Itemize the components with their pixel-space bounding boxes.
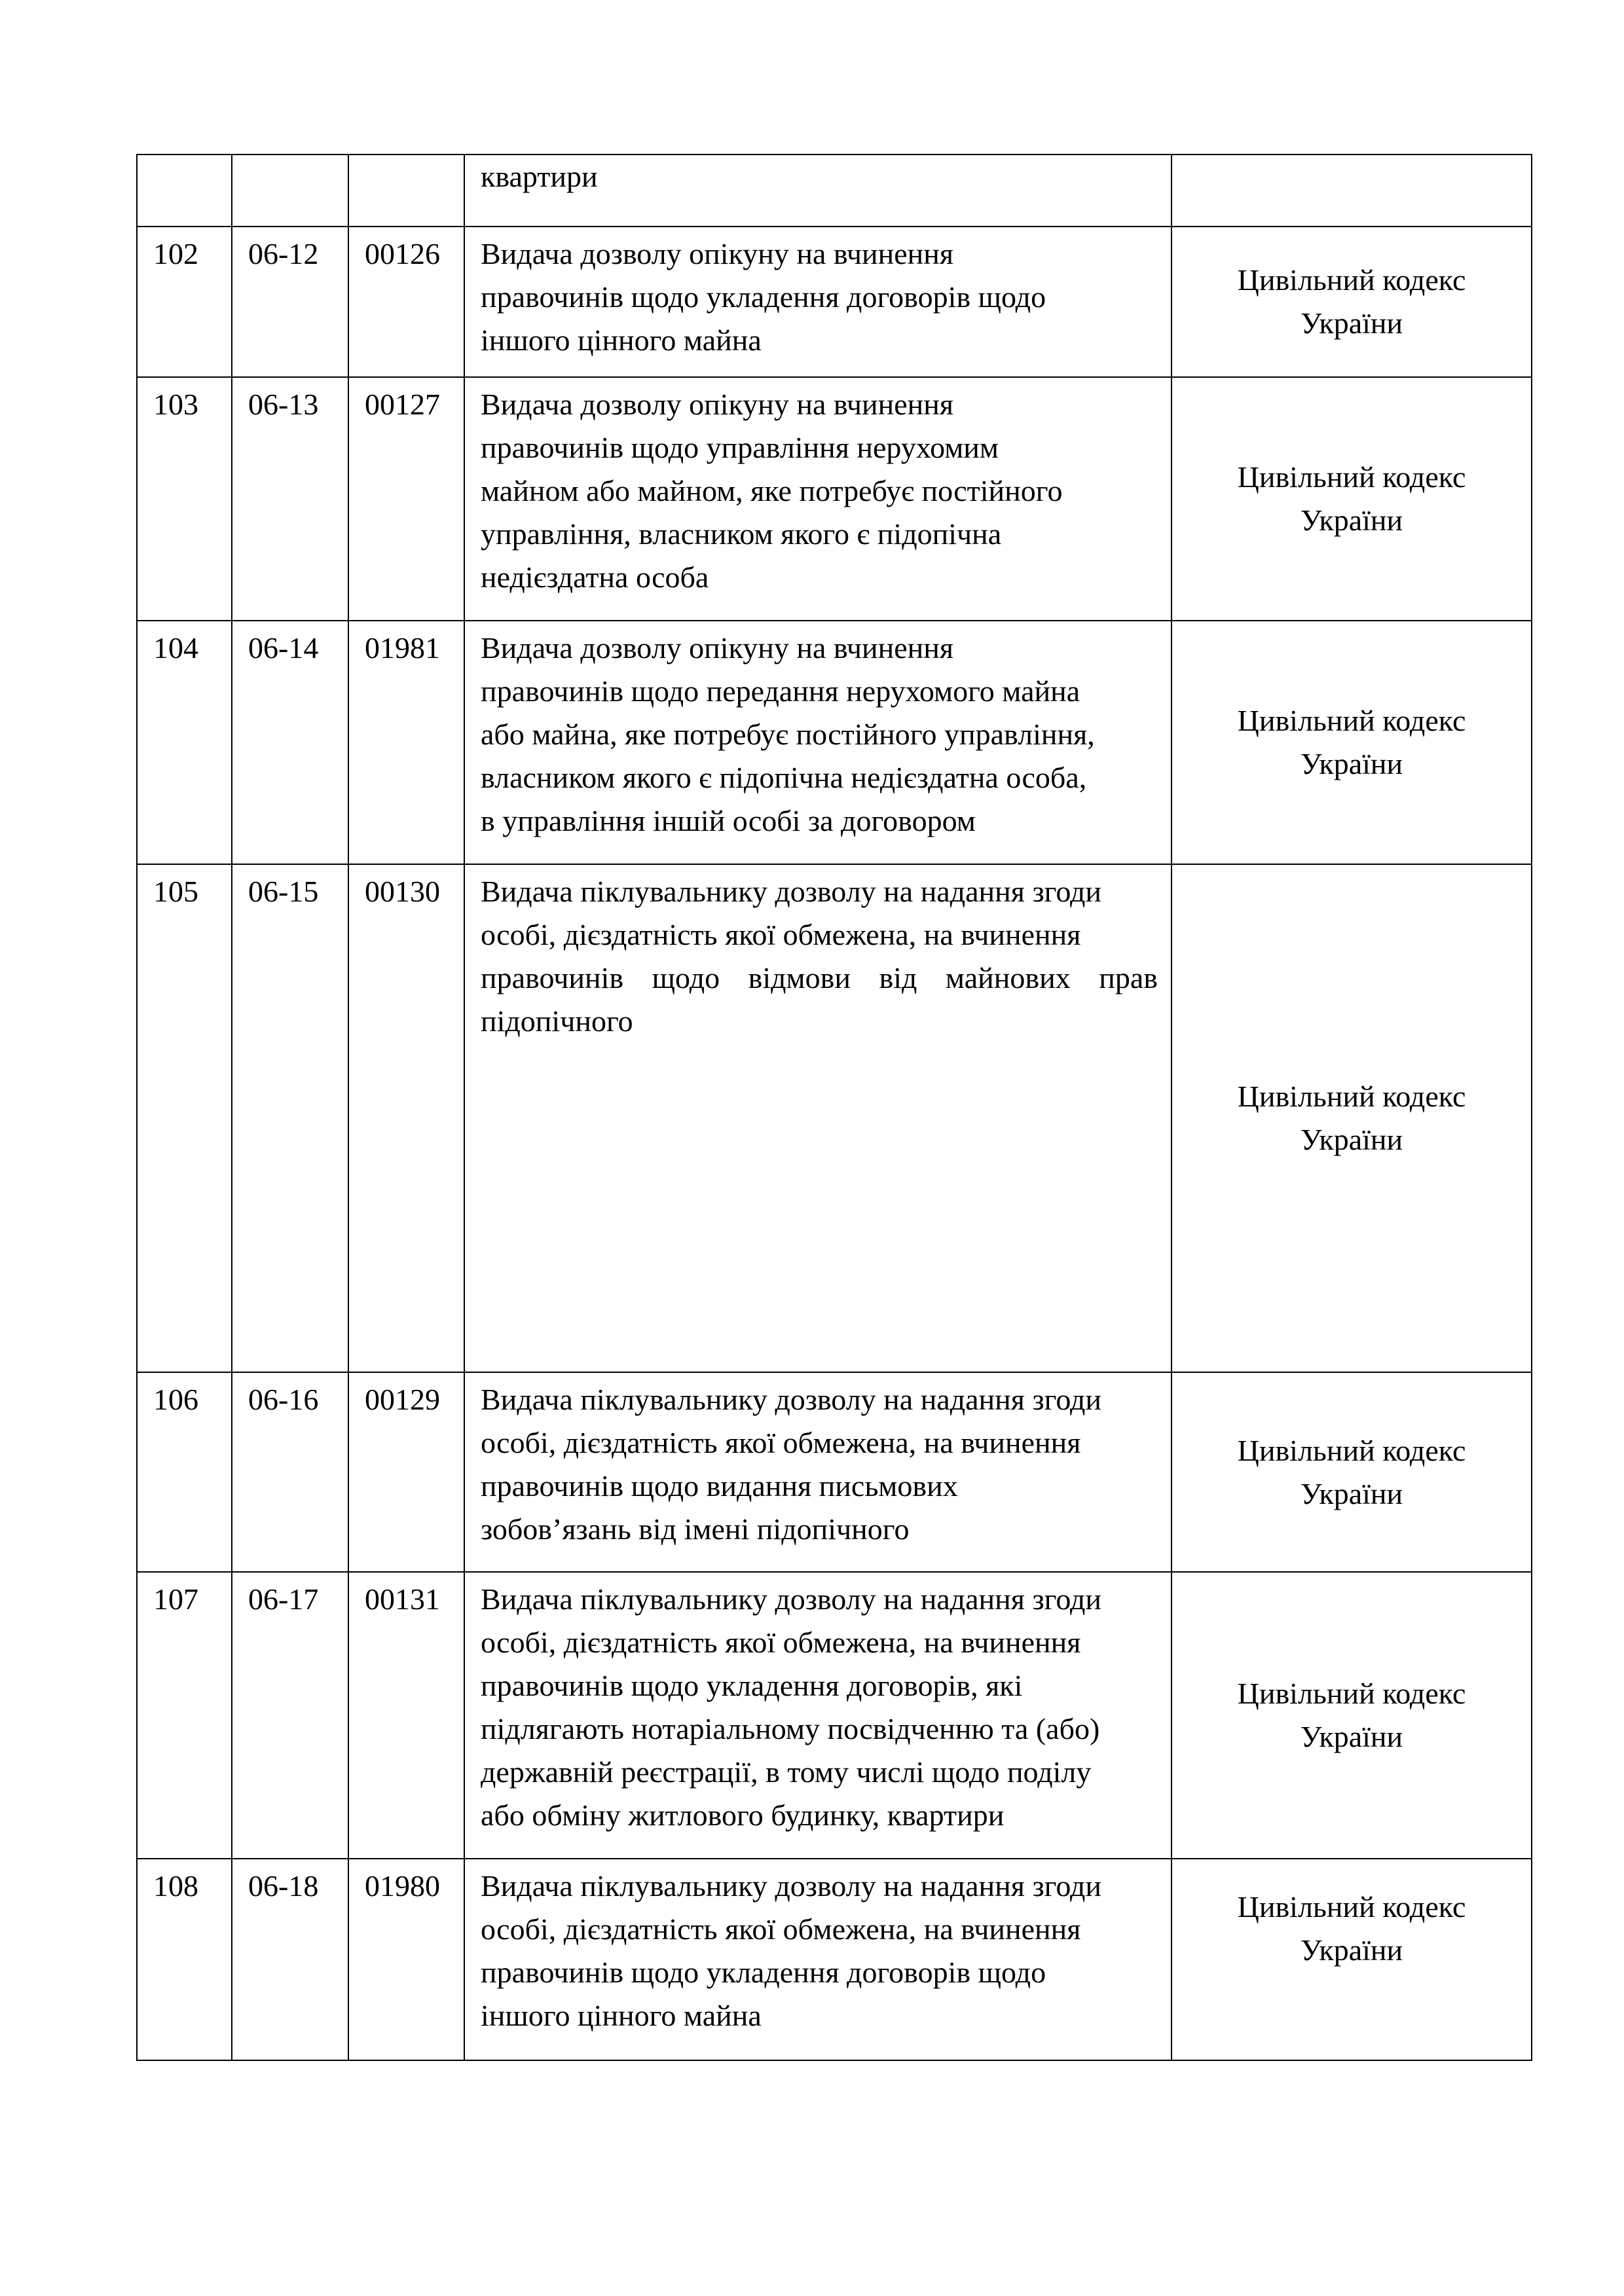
description-line: особі, дієздатність якої обмежена, на вчинення bbox=[481, 1426, 1081, 1459]
code-cell: 06-13 bbox=[232, 377, 348, 621]
table-row bbox=[137, 1859, 1532, 2060]
description-cell bbox=[464, 1572, 1172, 1859]
legal-basis-line: України bbox=[1300, 747, 1403, 780]
description-cell bbox=[464, 1372, 1172, 1572]
description-line: правочинів щодо укладення договорів, які bbox=[481, 1669, 1023, 1702]
legal-basis-cell bbox=[1172, 1572, 1532, 1859]
legal-basis-cell bbox=[1172, 227, 1532, 377]
row-number-cell: 107 bbox=[137, 1572, 232, 1859]
description-line: або обміну житлового будинку, квартири bbox=[481, 1798, 1005, 1832]
table-row bbox=[137, 864, 1532, 1372]
service-id-cell: 00131 bbox=[348, 1572, 464, 1859]
description-line: Видача піклувальнику дозволу на надання згоди bbox=[481, 1869, 1102, 1903]
legal-basis-line: України bbox=[1300, 306, 1403, 340]
description-cell bbox=[464, 621, 1172, 864]
description-line: Видача піклувальнику дозволу на надання згоди bbox=[481, 1582, 1102, 1616]
description-line: власником якого є підопічна недієздатна особа, bbox=[481, 761, 1087, 794]
row-number-cell: 103 bbox=[137, 377, 232, 621]
description-line: правочинів щодо відмови від майнових прав bbox=[481, 961, 1158, 994]
description-line: особі, дієздатність якої обмежена, на вчинення bbox=[481, 1626, 1081, 1659]
legal-basis-cell bbox=[1172, 1372, 1532, 1572]
description-line: Видача дозволу опікуну на вчинення bbox=[481, 631, 954, 665]
row-number-cell: 102 bbox=[137, 227, 232, 377]
description-line: Видача піклувальнику дозволу на надання згоди bbox=[481, 1383, 1102, 1416]
legal-basis-line: Цивільний кодекс bbox=[1237, 263, 1466, 297]
service-id-cell: 00130 bbox=[348, 864, 464, 1372]
legal-basis-line: України bbox=[1300, 1123, 1403, 1156]
legal-basis-cell bbox=[1172, 1859, 1532, 2060]
description-line: майном або майном, яке потребує постійного bbox=[481, 474, 1063, 507]
description-line: правочинів щодо укладення договорів щодо bbox=[481, 1956, 1046, 1989]
legal-basis-line: Цивільний кодекс bbox=[1237, 704, 1466, 737]
legal-basis-line: Цивільний кодекс bbox=[1237, 1677, 1466, 1710]
description-line: Видача дозволу опікуну на вчинення bbox=[481, 388, 954, 421]
table-row bbox=[137, 1372, 1532, 1572]
description-line: недієздатна особа bbox=[481, 560, 709, 594]
row-number-cell bbox=[137, 155, 232, 227]
description-line: підлягають нотаріальному посвідченню та (або) bbox=[481, 1712, 1100, 1745]
service-id-cell: 01981 bbox=[348, 621, 464, 864]
code-cell: 06-17 bbox=[232, 1572, 348, 1859]
table-row bbox=[137, 621, 1532, 864]
service-id-cell: 00129 bbox=[348, 1372, 464, 1572]
services-table bbox=[136, 154, 1532, 2061]
code-cell: 06-15 bbox=[232, 864, 348, 1372]
row-number-cell: 105 bbox=[137, 864, 232, 1372]
code-cell: 06-12 bbox=[232, 227, 348, 377]
row-number-cell: 104 bbox=[137, 621, 232, 864]
description-cell bbox=[464, 155, 1172, 227]
description-line: квартири bbox=[481, 160, 598, 193]
service-id-cell: 01980 bbox=[348, 1859, 464, 2060]
description-line: особі, дієздатність якої обмежена, на вчинення bbox=[481, 1912, 1081, 1946]
legal-basis-cell bbox=[1172, 155, 1532, 227]
row-number-cell: 106 bbox=[137, 1372, 232, 1572]
description-line: Видача піклувальнику дозволу на надання згоди bbox=[481, 875, 1102, 908]
legal-basis-line: Цивільний кодекс bbox=[1237, 1890, 1466, 1923]
service-id-cell: 00126 bbox=[348, 227, 464, 377]
legal-basis-line: Цивільний кодекс bbox=[1237, 460, 1466, 494]
description-cell bbox=[464, 1859, 1172, 2060]
description-line: іншого цінного майна bbox=[481, 1999, 762, 2032]
code-cell: 06-14 bbox=[232, 621, 348, 864]
description-line: підопічного bbox=[481, 1004, 633, 1038]
legal-basis-line: Цивільний кодекс bbox=[1237, 1433, 1466, 1467]
legal-basis-cell bbox=[1172, 621, 1532, 864]
legal-basis-line: України bbox=[1300, 1476, 1403, 1510]
code-cell bbox=[232, 155, 348, 227]
description-cell bbox=[464, 864, 1172, 1372]
description-line: зобов’язань від імені підопічного bbox=[481, 1512, 910, 1546]
row-number-cell: 108 bbox=[137, 1859, 232, 2060]
description-line: іншого цінного майна bbox=[481, 323, 762, 357]
legal-basis-cell bbox=[1172, 377, 1532, 621]
description-line: правочинів щодо управління нерухомим bbox=[481, 431, 999, 464]
description-line: правочинів щодо видання письмових bbox=[481, 1469, 958, 1503]
description-line: правочинів щодо передання нерухомого майна bbox=[481, 674, 1080, 708]
description-line: особі, дієздатність якої обмежена, на вчинення bbox=[481, 918, 1081, 951]
description-cell bbox=[464, 377, 1172, 621]
legal-basis-line: Цивільний кодекс bbox=[1237, 1080, 1466, 1113]
description-cell bbox=[464, 227, 1172, 377]
legal-basis-cell bbox=[1172, 864, 1532, 1372]
table-row bbox=[137, 155, 1532, 227]
table-row bbox=[137, 227, 1532, 377]
code-cell: 06-18 bbox=[232, 1859, 348, 2060]
service-id-cell: 00127 bbox=[348, 377, 464, 621]
description-line: Видача дозволу опікуну на вчинення bbox=[481, 237, 954, 270]
legal-basis-line: України bbox=[1300, 1720, 1403, 1753]
description-line: правочинів щодо укладення договорів щодо bbox=[481, 280, 1046, 314]
table-row bbox=[137, 377, 1532, 621]
description-line: або майна, яке потребує постійного управління, bbox=[481, 718, 1095, 751]
description-line: управління, власником якого є підопічна bbox=[481, 517, 1002, 551]
legal-basis-line: України bbox=[1300, 1933, 1403, 1967]
legal-basis-line: України bbox=[1300, 503, 1403, 537]
description-line: в управління іншій особі за договором bbox=[481, 804, 976, 837]
code-cell: 06-16 bbox=[232, 1372, 348, 1572]
service-id-cell bbox=[348, 155, 464, 227]
description-line: державній реєстрації, в тому числі щодо поділу bbox=[481, 1755, 1092, 1789]
table-row bbox=[137, 1572, 1532, 1859]
